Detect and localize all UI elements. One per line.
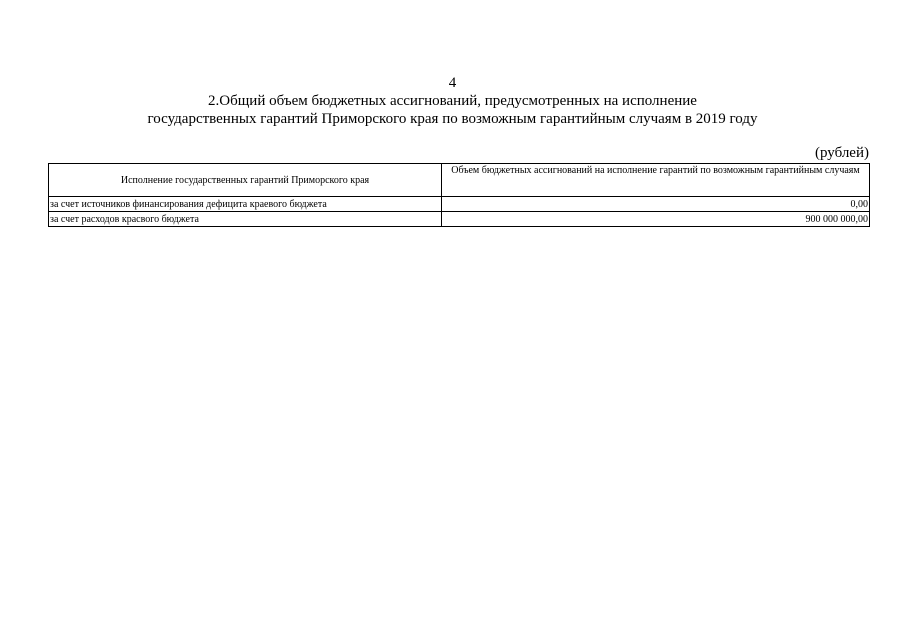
table-row (49, 212, 870, 227)
guarantees-table (48, 163, 870, 227)
row-label: за счет источников финансирования дефицита краевого бюджета (49, 197, 442, 212)
heading-line-2: государственных гарантий Приморского края по возможным гарантийным случаям в 2019 году (147, 111, 758, 127)
row-label: за счет расходов красвого бюджета (49, 212, 442, 227)
column-header-guarantees: Исполнение государственных гарантий Приморского края (49, 164, 442, 197)
units-label: (рублей) (814, 145, 869, 161)
table-row (49, 197, 870, 212)
page-number: 4 (448, 75, 457, 91)
row-value: 0,00 (442, 197, 870, 212)
row-value: 900 000 000,00 (442, 212, 870, 227)
heading-line-1: 2.Общий объем бюджетных ассигнований, предусмотренных на исполнение (208, 93, 697, 109)
table-header-row (49, 164, 870, 197)
section-heading (0, 92, 905, 128)
column-header-allocations: Объем бюджетных ассигнований на исполнение гарантий по возможным гарантийным случаям (442, 164, 870, 197)
